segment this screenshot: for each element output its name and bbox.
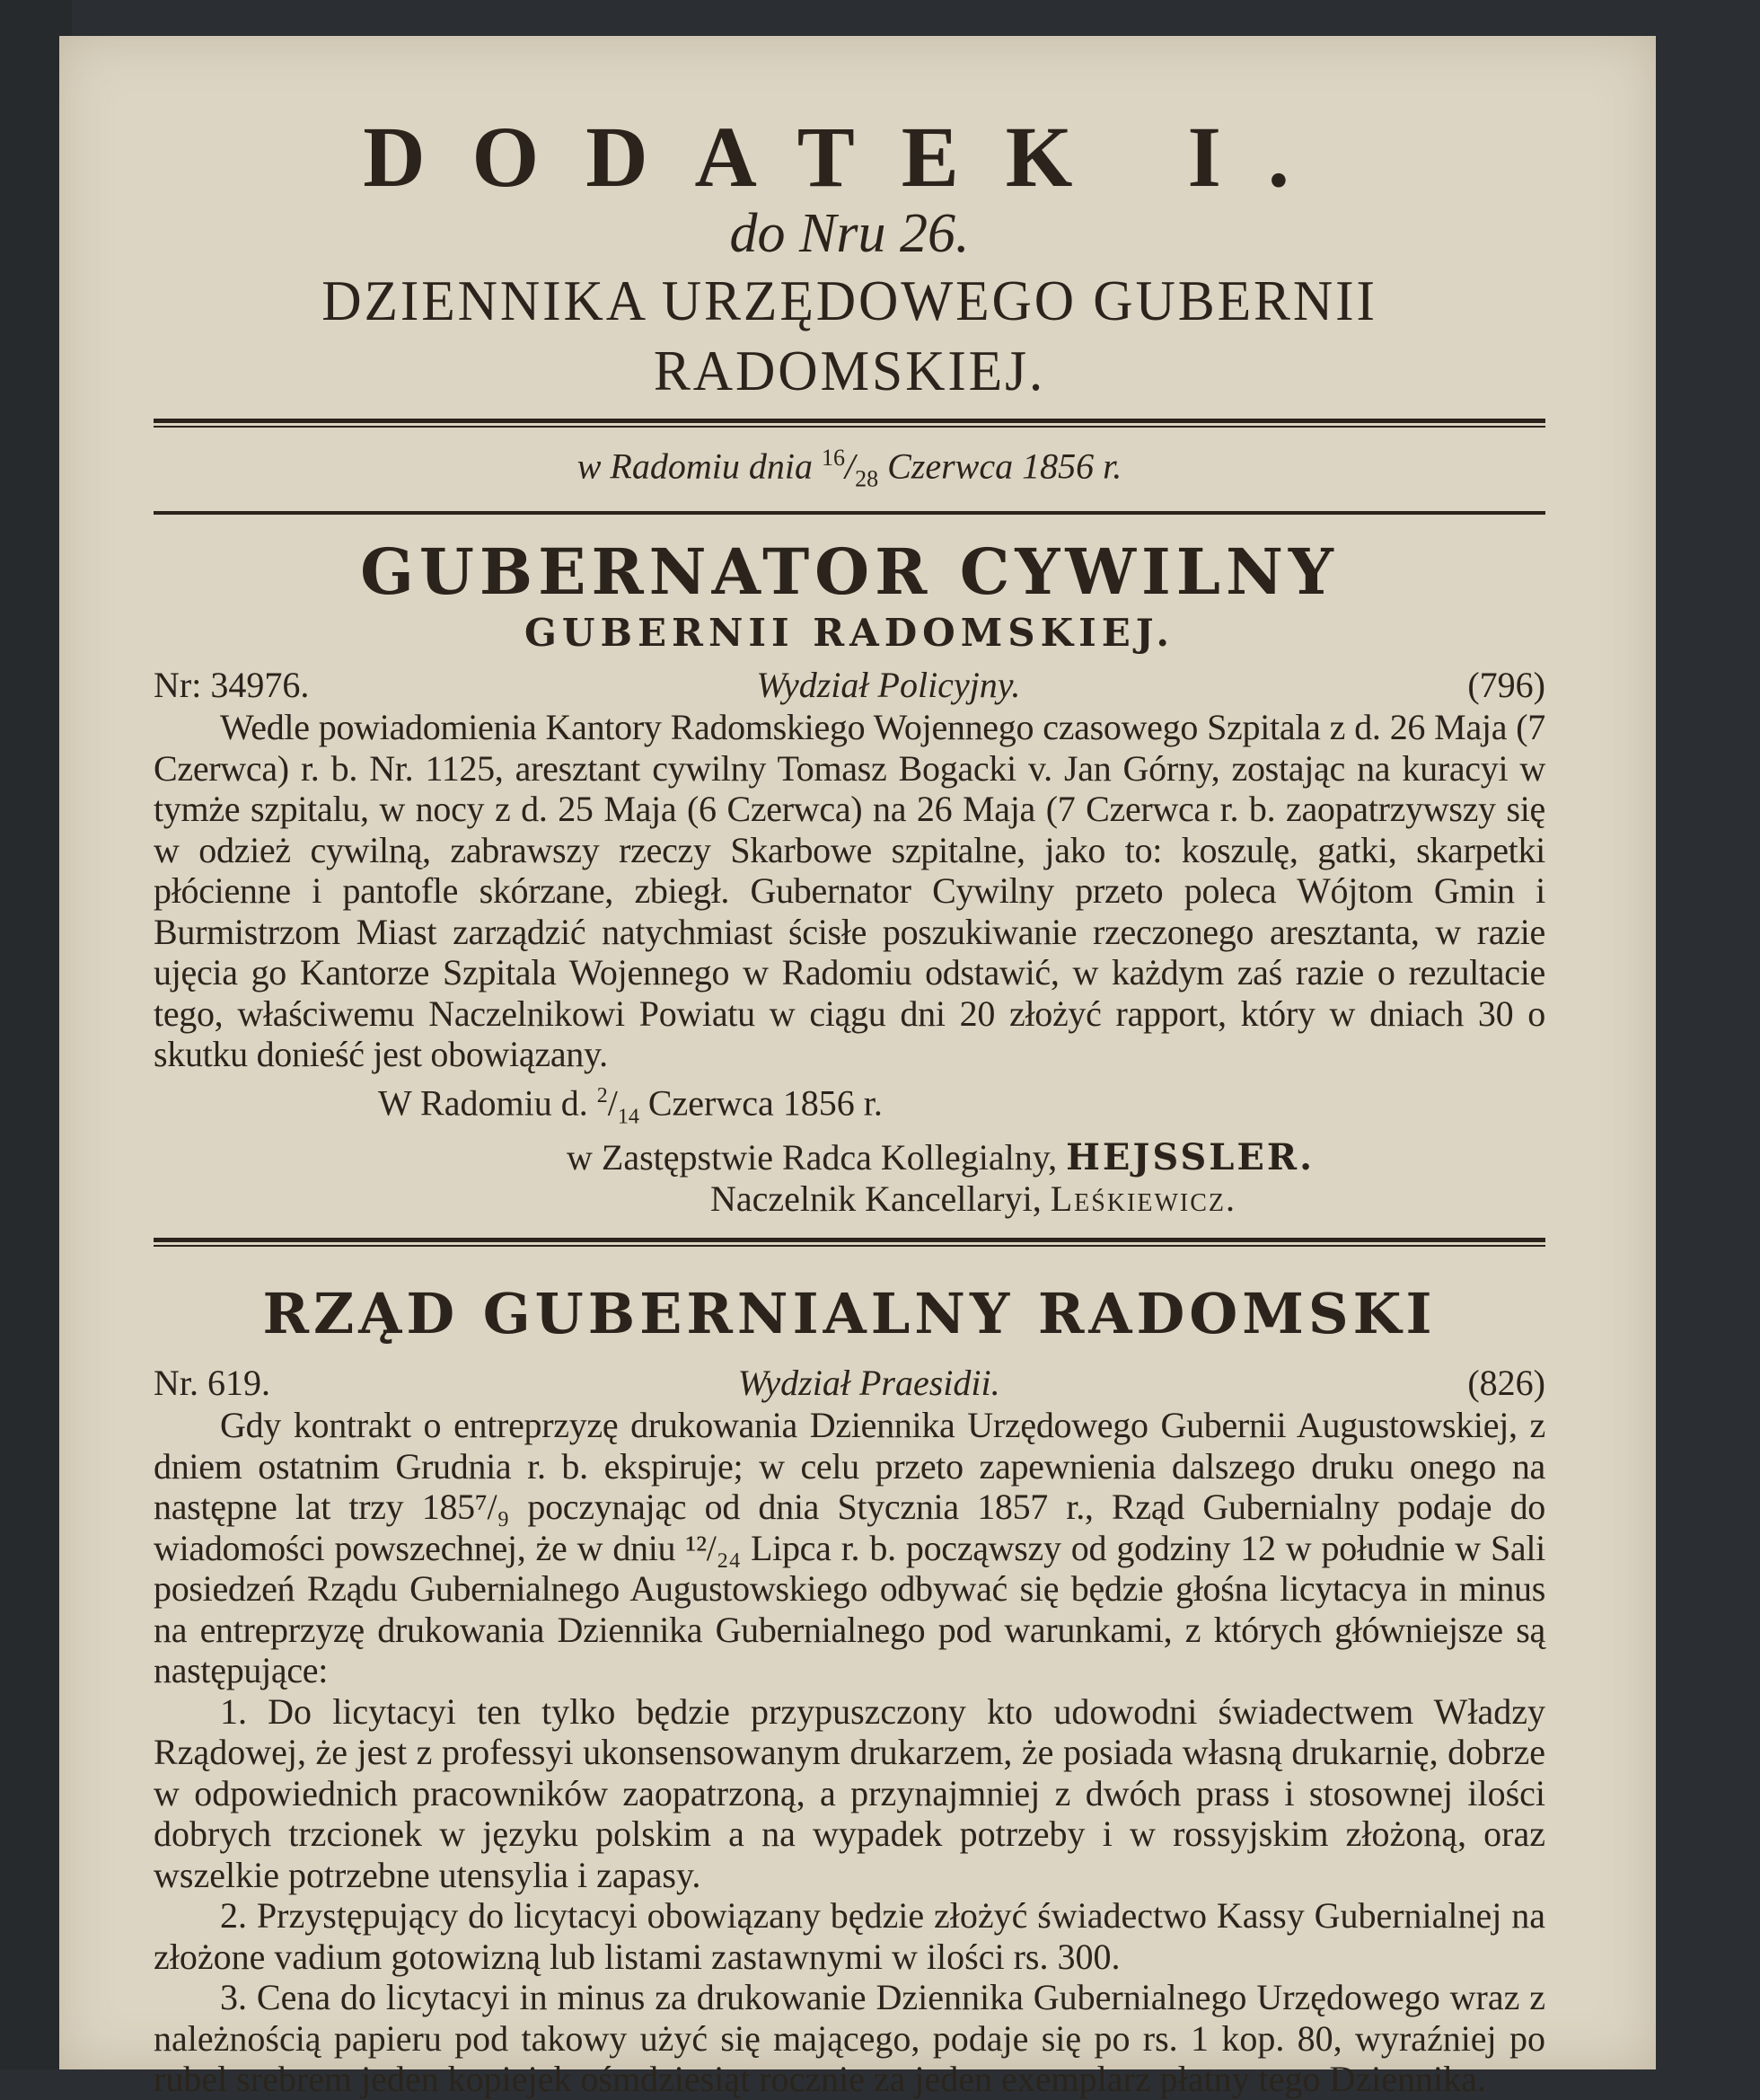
section1-body: Wedle powiadomienia Kantory Radomskiego Wojennego czasowego Szpitala z d. 26 Maja (7 Czerwca) r. b. Nr. 1125, aresztant cywilny Tomasz Bogacki v. Jan Górny, zostając na kuracyi w tymże szpitalu, w nocy z d. 25 Maja (6 Czerwca) na 26 Maja (7 Czerwca r. b. zaopatrzywszy się w odzież cywilną, zabrawszy rzeczy Skarbowe szpitalne, jako to: koszulę, gatki, skarpetki płócienne i pantofle skórzane, zbiegł. Gubernator Cywilny przeto poleca Wójtom Gmin i Burmistrzom Miast zarządzić natychmiast ścisłe poszukiwanie rzeczonego aresztanta, w razie ujęcia go Kantorze Szpitala Wojennego w Radomiu odstawić, w każdym zaś razie o rezultacie tego, właściwemu Naczelnikowi Powiatu w ciągu dni 20 złożyć rapport, który w dniach 30 o skutku donieść jest obowiązany. xyxy=(154,707,1545,1075)
dateline: w Radomiu dnia $^{16}/_{28}$ Czerwca 1856 r. xyxy=(576,445,1122,492)
section1-heading: GUBERNATOR CYWILNY xyxy=(360,534,1339,610)
dateline-day-gregorian: 28 xyxy=(855,465,879,492)
section1-sign-date: W Radomiu d. $^2/_{14}$ Czerwca 1856 r. xyxy=(378,1082,883,1129)
section-divider-thin xyxy=(154,1245,1545,1247)
section1-signature-2 xyxy=(154,1178,1545,1220)
sign-date-julian: 2 xyxy=(596,1083,608,1107)
journal-title: DZIENNIKA URZĘDOWEGO GUBERNII RADOMSKIEJ. xyxy=(321,269,1377,402)
section2-body: Gdy kontrakt o entreprzyzę drukowania Dziennika Urzędowego Gubernii Augustowskiej, z dniem ostatnim Grudnia r. b. ekspiruje; w celu przeto zapewnienia dalszego druku onego na następne lat trzy 185⁷/₉ poczynając od dnia Stycznia 1857 r., Rząd Gubernialny podaje do wiadomości powszechnej, że w dniu ¹²/₂₄ Lipca r. b. począwszy od godziny 12 w południe w Sali posiedzeń Rządu Gubernialnego Augustowskiego odbywać się będzie głośna licytacya in minus na entreprzyzę drukowania Dziennika Gubernialnego pod warunkami, z których główniejsze są następujące: xyxy=(154,1405,1545,1691)
document-page xyxy=(59,36,1656,2100)
condition-item-2: 2. Przystępujący do licytacyi obowiązany będzie złożyć świadectwo Kassy Gubernialnej na złożone vadium gotowizną lub listami zastawnymi w ilości rs. 300. xyxy=(154,1895,1545,1977)
signature-2-name: Leśkiewicz. xyxy=(1050,1178,1236,1220)
section-divider-thick xyxy=(154,1238,1545,1242)
dateline-rule xyxy=(154,511,1545,515)
signature-1-name: HEJSSLER. xyxy=(1066,1136,1316,1179)
section2-department: Wydział Praesidii. xyxy=(737,1363,1000,1404)
header-rule-thick xyxy=(154,419,1545,423)
sign-date-suffix: Czerwca 1856 r. xyxy=(638,1082,883,1124)
signature-2-label: Naczelnik Kancellaryi, xyxy=(710,1178,1051,1220)
section1-department: Wydział Policyjny. xyxy=(756,665,1021,706)
section1-ref: (796) xyxy=(1467,665,1545,706)
sign-date-prefix: W Radomiu d. xyxy=(378,1082,597,1124)
section2-number: Nr. 619. xyxy=(154,1363,270,1404)
condition-item-3: 3. Cena do licytacyi in minus za drukowanie Dziennika Gubernialnego Urzędowego wraz z należnością papieru pod takowy użyć się mającego, podaje się po rs. 1 kop. 80, wyraźniej po rubel srebrem jeden kopiejek ośmdziesiąt rocznie za jeden exemplarz płatny tego Dziennika. xyxy=(154,1977,1545,2100)
section2-heading: RZĄD GUBERNIALNY RADOMSKI xyxy=(262,1281,1437,1347)
header-rule-thin xyxy=(154,426,1545,428)
condition-item-1: 1. Do licytacyi ten tylko będzie przypuszczony kto udowodni świadectwem Władzy Rządowej, że jest z professyi ukonsensowanym drukarzem, że posiada własną drukarnię, dobrze w odpowiednich pracowników zaopatrzoną, a przynajmniej z dwóch prass i stosownej ilości dobrych trzcionek w języku polskim a na wypadek potrzeby i w rossyjskim złożoną, oraz wszelkie potrzebne utensylia i zapasy. xyxy=(154,1690,1545,1895)
supplement-title: DODATEK I. xyxy=(363,109,1336,205)
section1-refline xyxy=(154,664,1545,707)
section1-subheading: GUBERNII RADOMSKIEJ. xyxy=(524,611,1175,656)
sign-date-gregorian: 14 xyxy=(617,1105,639,1129)
masthead xyxy=(154,108,1545,406)
page-content xyxy=(154,108,1545,2100)
section2-refline xyxy=(154,1362,1545,1405)
issue-number: do Nru 26. xyxy=(729,203,970,264)
section1-signature-1 xyxy=(154,1137,1545,1178)
section1-number: Nr: 34976. xyxy=(154,665,310,706)
dateline-prefix: w Radomiu dnia xyxy=(576,446,822,487)
section2-ref: (826) xyxy=(1467,1363,1545,1404)
dateline-suffix: Czerwca 1856 r. xyxy=(878,446,1122,487)
signature-1-label: w Zastępstwie Radca Kollegialny, xyxy=(567,1137,1067,1178)
dateline-day-julian: 16 xyxy=(821,445,845,471)
